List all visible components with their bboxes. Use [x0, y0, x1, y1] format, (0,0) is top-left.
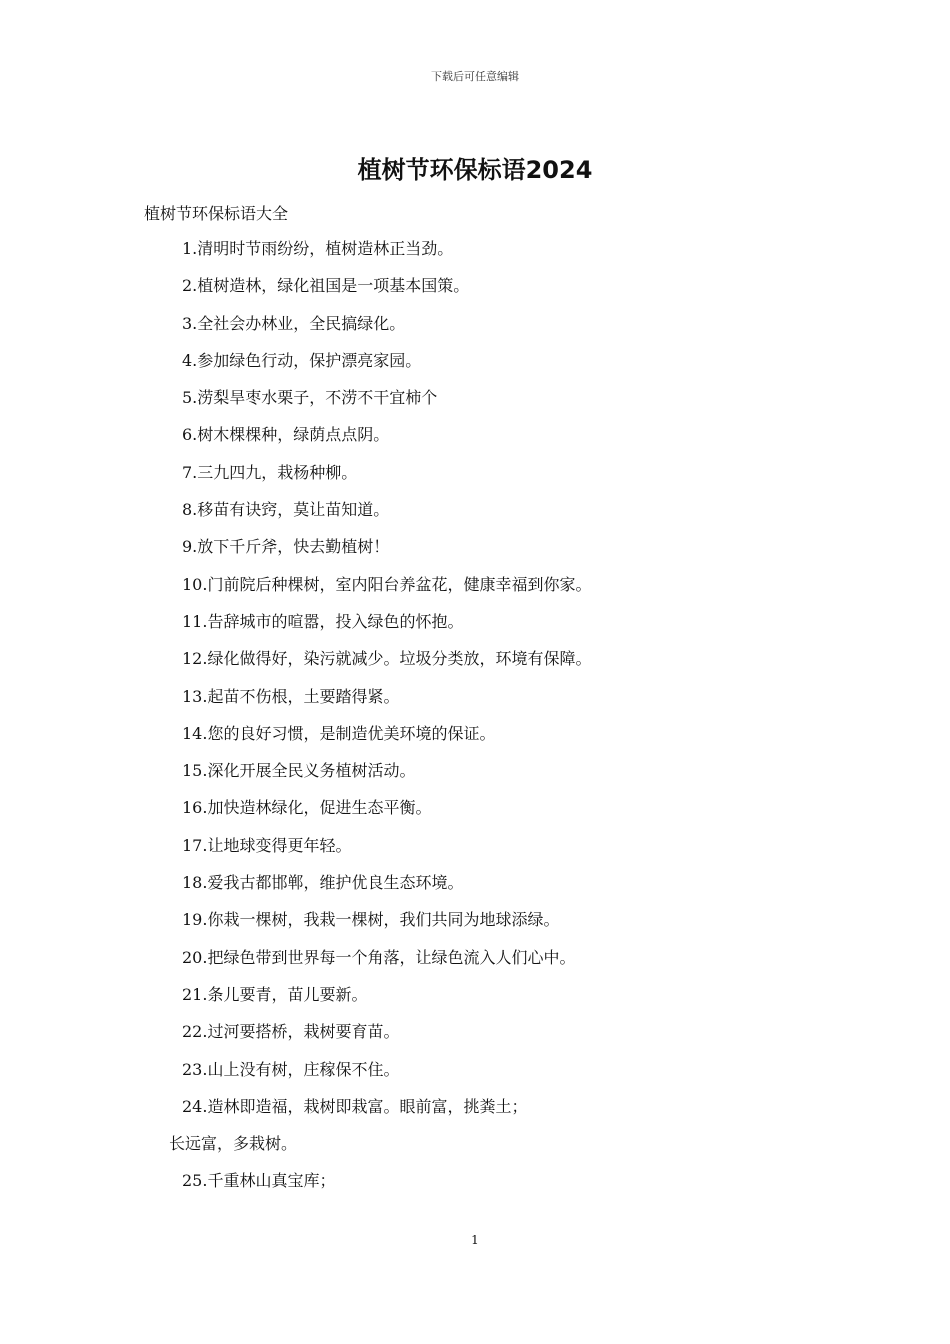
- list-item: 10.门前院后种棵树，室内阳台养盆花，健康幸福到你家。: [182, 574, 592, 594]
- list-item: 12.绿化做得好，染污就减少。垃圾分类放，环境有保障。: [182, 649, 592, 669]
- list-item: 8.移苗有诀窍，莫让苗知道。: [182, 500, 390, 520]
- list-item: 16.加快造林绿化，促进生态平衡。: [182, 798, 432, 818]
- slogan-list: [0, 234, 950, 1204]
- list-item: 21.条儿要青，苗儿要新。: [182, 984, 368, 1004]
- list-item: 17.让地球变得更年轻。: [182, 835, 352, 855]
- list-item: 22.过河要搭桥，栽树要育苗。: [182, 1022, 400, 1042]
- list-item: 13.起苗不伤根，土要踏得紧。: [182, 686, 400, 706]
- list-item: 11.告辞城市的喧嚣，投入绿色的怀抱。: [182, 611, 464, 631]
- page-number: 1: [471, 1233, 479, 1247]
- list-item: 24.造林即造福，栽树即栽富。眼前富，挑粪土；: [182, 1096, 528, 1116]
- list-item: 23.山上没有树，庄稼保不住。: [182, 1059, 400, 1079]
- list-item: 25.千重林山真宝库；: [182, 1171, 336, 1191]
- list-item: 19.你栽一棵树，我栽一棵树，我们共同为地球添绿。: [182, 910, 560, 930]
- list-item-continuation: 长远富，多栽树。: [169, 1134, 298, 1154]
- list-item: 20.把绿色带到世界每一个角落，让绿色流入人们心中。: [182, 947, 576, 967]
- list-item: 9.放下千斤斧，快去勤植树！: [182, 537, 390, 557]
- list-item: 1.清明时节雨纷纷，植树造林正当劲。: [182, 239, 454, 258]
- header-note: 下载后可任意编辑: [431, 70, 519, 83]
- list-item: 7.三九四九，栽杨种柳。: [182, 462, 358, 482]
- list-item: 4.参加绿色行动，保护漂亮家园。: [182, 350, 422, 370]
- list-item: 2.植树造林，绿化祖国是一项基本国策。: [182, 276, 470, 296]
- section-subtitle: 植树节环保标语大全: [144, 204, 289, 223]
- list-item: 18.爱我古都邯郸，维护优良生态环境。: [182, 873, 464, 893]
- list-item: 3.全社会办林业，全民搞绿化。: [182, 313, 406, 333]
- list-item: 14.您的良好习惯，是制造优美环境的保证。: [182, 723, 496, 743]
- list-item: 5.涝梨旱枣水栗子，不涝不干宜柿个: [182, 388, 438, 408]
- list-item: 6.树木棵棵种，绿荫点点阴。: [182, 425, 390, 445]
- list-item: 15.深化开展全民义务植树活动。: [182, 761, 416, 781]
- document-title: 植树节环保标语2024: [357, 156, 593, 184]
